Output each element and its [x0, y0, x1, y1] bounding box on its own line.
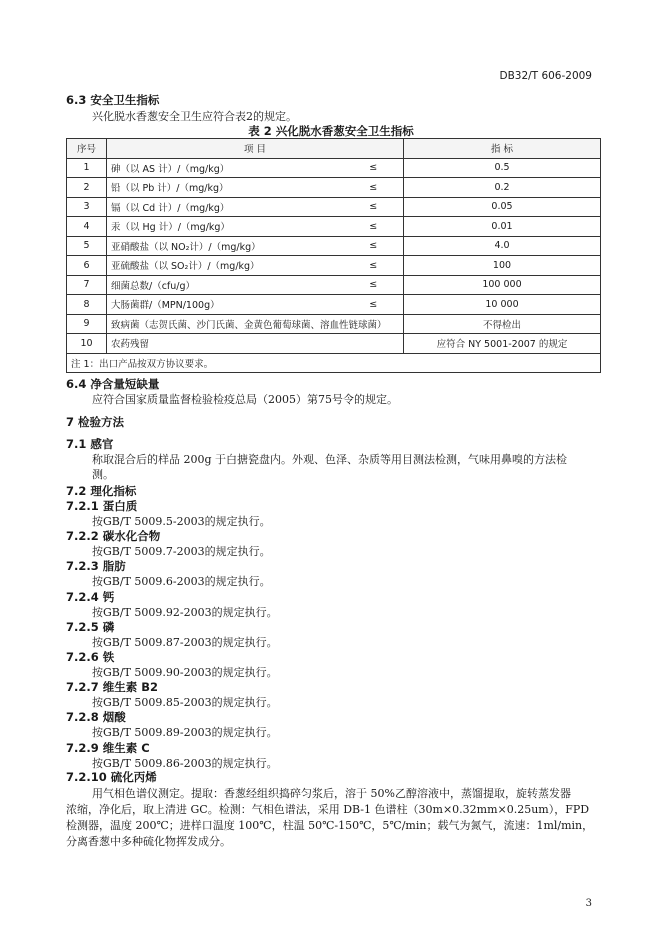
row-number: 3 [67, 197, 107, 217]
subsection-heading: 7.2.6 铁 [66, 650, 115, 664]
column-header-item: 项 目 [107, 139, 404, 159]
section-7-2-10-line-3: 检测器，温度 200℃；进样口温度 100℃，柱温 50℃-150℃，5℃/min；载气为氮气，流速：1ml/min， [66, 819, 594, 832]
subsection-text: 按GB/T 5009.85-2003的规定执行。 [92, 696, 278, 709]
row-number: 10 [67, 334, 107, 354]
row-item: 致病菌（志贺氏菌、沙门氏菌、金黄色葡萄球菌、溶血性链球菌） [107, 314, 404, 334]
row-operator: ≤ [344, 236, 404, 256]
subsection-text: 按GB/T 5009.89-2003的规定执行。 [92, 726, 278, 739]
row-value: 4.0 [404, 236, 601, 256]
column-header-no: 序号 [67, 139, 107, 159]
row-value: 应符合 NY 5001-2007 的规定 [404, 334, 601, 354]
table-row [67, 178, 601, 198]
section-7-heading: 7 检验方法 [66, 415, 125, 429]
subsection-heading: 7.2.8 烟酸 [66, 710, 126, 724]
row-number: 1 [67, 158, 107, 178]
section-6-4-paragraph: 应符合国家质量监督检验检疫总局（2005）第75号令的规定。 [92, 393, 398, 406]
row-number: 5 [67, 236, 107, 256]
section-7-1-line-2: 测。 [92, 468, 114, 481]
subsection-text: 按GB/T 5009.87-2003的规定执行。 [92, 636, 278, 649]
subsection-text: 按GB/T 5009.5-2003的规定执行。 [92, 515, 271, 528]
section-7-2-heading: 7.2 理化指标 [66, 484, 137, 498]
row-number: 7 [67, 275, 107, 295]
table-row [67, 314, 601, 334]
row-value: 0.2 [404, 178, 601, 198]
row-item: 亚硝酸盐（以 NO₂计）/（mg/kg） [107, 236, 344, 256]
table-row [67, 334, 601, 354]
section-6-4-heading: 6.4 净含量短缺量 [66, 377, 160, 391]
section-7-1-heading: 7.1 感官 [66, 437, 114, 451]
section-7-2-10-line-1: 用气相色谱仪测定。提取：香葱经组织捣碎匀浆后，溶于 50%乙醇溶液中，蒸馏提取，旋转蒸发器 [92, 787, 571, 800]
subsection-heading: 7.2.4 钙 [66, 590, 115, 604]
row-value: 0.5 [404, 158, 601, 178]
subsection-heading: 7.2.7 维生素 B2 [66, 680, 159, 694]
section-7-2-10-line-4: 分离香葱中多种硫化物挥发成分。 [66, 835, 231, 848]
row-number: 2 [67, 178, 107, 198]
column-header-index: 指 标 [404, 139, 601, 159]
subsection-heading: 7.2.9 维生素 C [66, 741, 150, 755]
row-item: 汞（以 Hg 计）/（mg/kg） [107, 217, 344, 237]
subsection-text: 按GB/T 5009.90-2003的规定执行。 [92, 666, 278, 679]
subsection-text: 按GB/T 5009.6-2003的规定执行。 [92, 575, 271, 588]
section-7-2-10-heading: 7.2.10 硫化丙烯 [66, 770, 157, 784]
row-item: 细菌总数/（cfu/g） [107, 275, 344, 295]
row-item: 镉（以 Cd 计）/（mg/kg） [107, 197, 344, 217]
table-note: 注 1：出口产品按双方协议要求。 [67, 353, 601, 373]
table-note-row [67, 353, 601, 373]
row-number: 6 [67, 256, 107, 276]
table-row [67, 275, 601, 295]
page-number: 3 [585, 898, 592, 909]
subsection-text: 按GB/T 5009.86-2003的规定执行。 [92, 757, 278, 770]
row-value: 0.01 [404, 217, 601, 237]
row-value: 10 000 [404, 295, 601, 315]
row-operator: ≤ [344, 197, 404, 217]
row-operator: ≤ [344, 217, 404, 237]
row-value: 100 [404, 256, 601, 276]
subsection-heading: 7.2.3 脂肪 [66, 559, 126, 573]
subsection-heading: 7.2.5 磷 [66, 620, 115, 634]
table-row [67, 197, 601, 217]
table-header-row [67, 139, 601, 159]
safety-hygiene-table [66, 138, 601, 373]
row-number: 8 [67, 295, 107, 315]
subsection-heading: 7.2.1 蛋白质 [66, 499, 138, 513]
table-row [67, 295, 601, 315]
row-value: 不得检出 [404, 314, 601, 334]
row-value: 100 000 [404, 275, 601, 295]
subsection-heading: 7.2.2 碳水化合物 [66, 529, 161, 543]
subsection-text: 按GB/T 5009.7-2003的规定执行。 [92, 545, 271, 558]
row-item: 农药残留 [107, 334, 404, 354]
row-item: 亚硫酸盐（以 SO₂计）/（mg/kg） [107, 256, 344, 276]
row-operator: ≤ [344, 256, 404, 276]
row-operator: ≤ [344, 275, 404, 295]
row-item: 砷（以 AS 计）/（mg/kg） [107, 158, 344, 178]
table-row [67, 256, 601, 276]
row-item: 大肠菌群/（MPN/100g） [107, 295, 344, 315]
section-6-3-paragraph: 兴化脱水香葱安全卫生应符合表2的规定。 [92, 110, 297, 123]
table-row [67, 158, 601, 178]
row-number: 4 [67, 217, 107, 237]
row-value: 0.05 [404, 197, 601, 217]
row-item: 铅（以 Pb 计）/（mg/kg） [107, 178, 344, 198]
section-7-2-10-line-2: 浓缩，净化后，取上清进 GC。检测：气相色谱法，采用 DB-1 色谱柱（30m×0.32mm×0.25um），FPD [66, 803, 590, 816]
section-7-1-line-1: 称取混合后的样品 200g 于白搪瓷盘内。外观、色泽、杂质等用目测法检测，气味用鼻嗅的方法检 [92, 453, 568, 466]
row-operator: ≤ [344, 295, 404, 315]
section-6-3-heading: 6.3 安全卫生指标 [66, 93, 160, 107]
table-row [67, 217, 601, 237]
document-code: DB32/T 606-2009 [499, 70, 592, 82]
row-operator: ≤ [344, 158, 404, 178]
row-number: 9 [67, 314, 107, 334]
table-caption: 表 2 兴化脱水香葱安全卫生指标 [248, 124, 414, 138]
subsection-text: 按GB/T 5009.92-2003的规定执行。 [92, 606, 278, 619]
row-operator: ≤ [344, 178, 404, 198]
table-row [67, 236, 601, 256]
